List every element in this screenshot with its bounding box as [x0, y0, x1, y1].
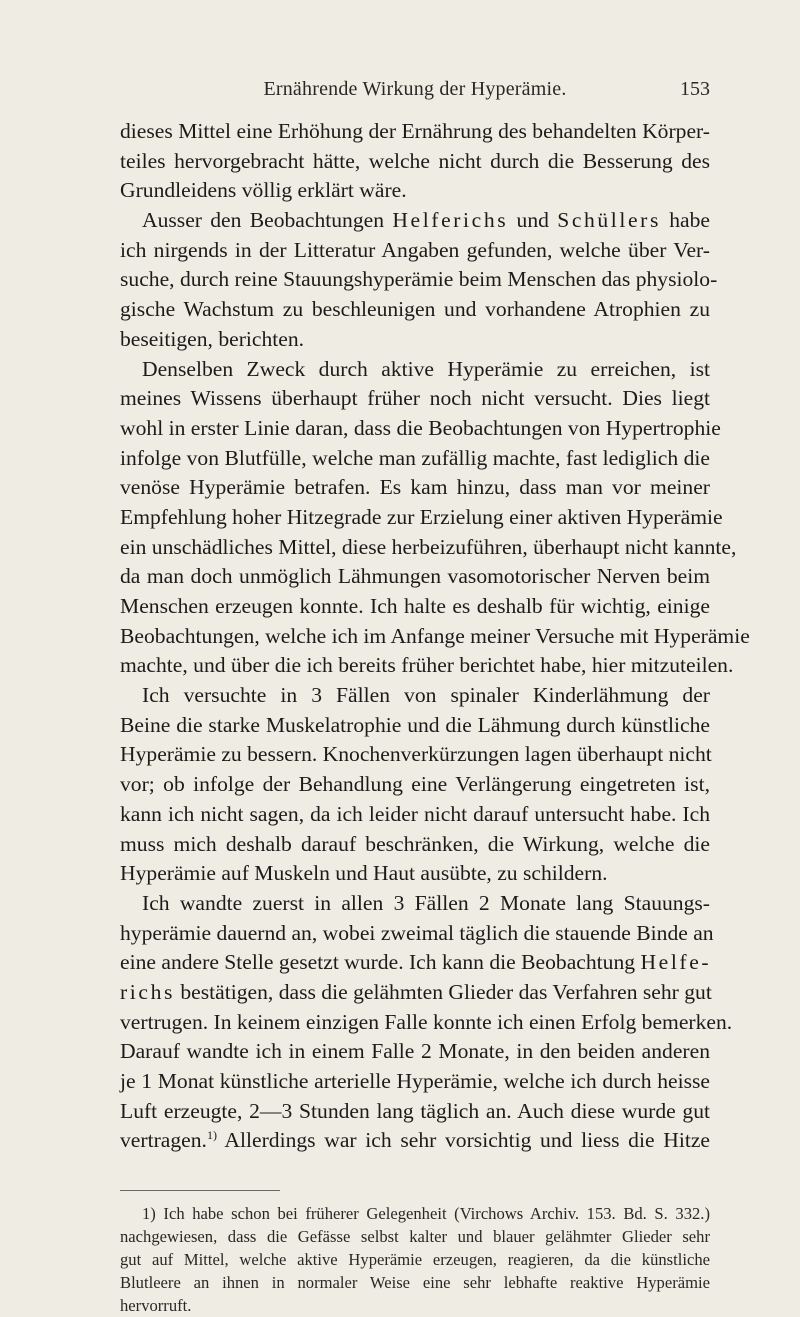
text-line: kann ich nicht sagen, da ich leider nicht darauf untersucht habe. Ich [120, 801, 710, 826]
text-line [120, 978, 710, 1008]
text-line: dieses Mittel eine Erhöhung der Ernährung des behandelten Körper- [120, 119, 710, 143]
text-line: Grundleidens völlig erklärt wäre. [120, 178, 407, 203]
author-name: richs [120, 979, 175, 1004]
running-head [120, 78, 710, 108]
author-name: Helfe- [640, 950, 712, 975]
text-line: Denselben Zweck durch aktive Hyperämie zu erreichen, ist [142, 356, 710, 381]
page-number: 153 [680, 78, 710, 100]
text-segment: vertragen. [120, 1128, 207, 1153]
text-line: infolge von Blutfülle, welche man zufällig machte, fast lediglich die [120, 445, 710, 470]
footnote-line: hervorruft. [120, 1296, 192, 1315]
text-line: venöse Hyperämie betrafen. Es kam hinzu, dass man vor meiner [120, 475, 710, 500]
text-line: vor; ob infolge der Behandlung eine Verlängerung eingetreten ist, [120, 772, 710, 797]
text-line: muss mich deshalb darauf beschränken, die Wirkung, welche die [120, 831, 710, 856]
footnote-line: 1) Ich habe schon bei früherer Gelegenheit (Virchows Archiv. 153. Bd. S. 332.) [142, 1204, 710, 1223]
text-segment: und [508, 208, 558, 233]
text-line: hyperämie dauernd an, wobei zweimal täglich die stauende Binde an [120, 920, 714, 945]
text-line: vertrugen. In keinem einzigen Falle konnte ich einen Erfolg bemerken. [120, 1009, 733, 1034]
body-text [120, 117, 750, 1156]
text-line [120, 948, 710, 978]
text-line: Ich wandte zuerst in allen 3 Fällen 2 Monate lang Stauungs- [142, 890, 710, 915]
text-line: Hyperämie zu bessern. Knochenverkürzungen lagen überhaupt nicht [120, 742, 712, 767]
text-line: Empfehlung hoher Hitzegrade zur Erzielung einer aktiven Hyperämie [120, 504, 723, 529]
text-line: beseitigen, berichten. [120, 326, 305, 351]
text-line: ich nirgends in der Litteratur Angaben gefunden, welche über Ver- [120, 237, 710, 262]
footnote [120, 1202, 710, 1317]
running-title: Ernährende Wirkung der Hyperämie. [263, 78, 567, 100]
text-segment: eine andere Stelle gesetzt wurde. Ich kann die Beobachtung [120, 950, 641, 975]
footnote-line: Blutleere an ihnen in normaler Weise eine sehr lebhafte reaktive Hyperämie [120, 1273, 710, 1292]
text-line: meines Wissens überhaupt früher noch nicht versucht. Dies liegt [120, 386, 710, 411]
text-line [120, 1126, 710, 1156]
footnote-ref: 1) [206, 1128, 217, 1143]
text-line: Darauf wandte ich in einem Falle 2 Monate, in den beiden anderen [120, 1039, 710, 1064]
text-line: gische Wachstum zu beschleunigen und vorhandene Atrophien zu [120, 297, 710, 322]
text-line [120, 206, 710, 236]
author-name: Helferichs [392, 208, 509, 233]
text-line: da man doch unmöglich Lähmungen vasomotorischer Nerven beim [120, 564, 710, 589]
footnote-divider [120, 1190, 280, 1191]
text-line: ein unschädliches Mittel, diese herbeizuführen, überhaupt nicht kannte, [120, 534, 737, 559]
author-name: Schüllers [557, 208, 661, 233]
text-segment: Allerdings war ich sehr vorsichtig und liess die Hitze [216, 1128, 710, 1153]
text-line: machte, und über die ich bereits früher berichtet habe, hier mitzuteilen. [120, 653, 734, 678]
text-segment: Ausser den Beobachtungen [142, 208, 393, 233]
text-segment: habe [660, 208, 711, 233]
text-line: wohl in erster Linie daran, dass die Beobachtungen von Hypertrophie [120, 415, 721, 440]
text-line: Luft erzeugte, 2—3 Stunden lang täglich an. Auch diese wurde gut [120, 1098, 710, 1123]
text-line: Beobachtungen, welche ich im Anfange meiner Versuche mit Hyperämie [120, 623, 750, 648]
text-line: suche, durch reine Stauungshyperämie beim Menschen das physiolo- [120, 267, 718, 292]
text-line: Hyperämie auf Muskeln und Haut ausübte, zu schildern. [120, 861, 608, 886]
footnote-line: nachgewiesen, dass die Gefässe selbst kalter und blauer gelähmter Glieder sehr [120, 1227, 710, 1246]
text-line: Beine die starke Muskelatrophie und die Lähmung durch künstliche [120, 712, 710, 737]
text-line: teiles hervorgebracht hätte, welche nicht durch die Besserung des [120, 148, 710, 173]
text-line: Menschen erzeugen konnte. Ich halte es deshalb für wichtig, einige [120, 594, 710, 618]
text-line: je 1 Monat künstliche arterielle Hyperämie, welche ich durch heisse [120, 1069, 710, 1093]
footnote-line: gut auf Mittel, welche aktive Hyperämie erzeugen, reagieren, da die künstliche [120, 1250, 710, 1269]
text-segment: bestätigen, dass die gelähmten Glieder das Verfahren sehr gut [174, 979, 712, 1004]
text-line: Ich versuchte in 3 Fällen von spinaler Kinderlähmung der [142, 683, 710, 708]
